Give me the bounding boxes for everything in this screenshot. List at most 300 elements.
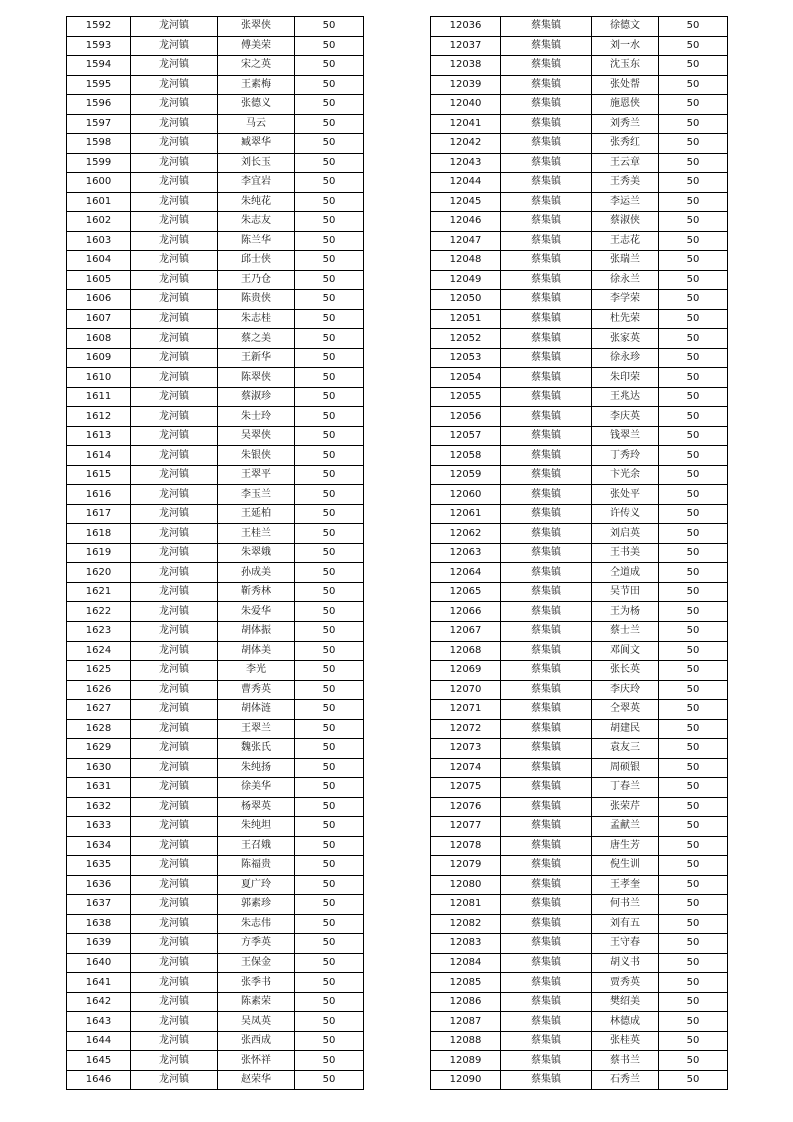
town-cell: 蔡集镇 xyxy=(501,719,592,739)
amount-cell: 50 xyxy=(295,973,364,993)
town-cell: 龙河镇 xyxy=(131,1051,218,1071)
amount-cell: 50 xyxy=(659,719,728,739)
amount-cell: 50 xyxy=(295,192,364,212)
town-cell: 龙河镇 xyxy=(131,680,218,700)
table-row xyxy=(431,348,728,368)
serial-number-cell: 12058 xyxy=(431,446,501,466)
serial-number-cell: 12052 xyxy=(431,329,501,349)
amount-cell: 50 xyxy=(659,348,728,368)
name-cell: 赵荣华 xyxy=(218,1070,295,1090)
name-cell: 林德成 xyxy=(592,1012,659,1032)
amount-cell: 50 xyxy=(295,817,364,837)
amount-cell: 50 xyxy=(659,543,728,563)
amount-cell: 50 xyxy=(659,797,728,817)
name-cell: 丁秀玲 xyxy=(592,446,659,466)
table-row xyxy=(431,407,728,427)
name-cell: 王为杨 xyxy=(592,602,659,622)
town-cell: 龙河镇 xyxy=(131,446,218,466)
amount-cell: 50 xyxy=(659,992,728,1012)
serial-number-cell: 1601 xyxy=(67,192,131,212)
name-cell: 何书兰 xyxy=(592,895,659,915)
town-cell: 龙河镇 xyxy=(131,153,218,173)
town-cell: 蔡集镇 xyxy=(501,17,592,37)
amount-cell: 50 xyxy=(295,17,364,37)
serial-number-cell: 1596 xyxy=(67,95,131,115)
amount-cell: 50 xyxy=(295,446,364,466)
name-cell: 王翠兰 xyxy=(218,719,295,739)
town-cell: 龙河镇 xyxy=(131,114,218,134)
town-cell: 龙河镇 xyxy=(131,817,218,837)
table-row xyxy=(431,700,728,720)
name-cell: 张处帮 xyxy=(592,75,659,95)
serial-number-cell: 12062 xyxy=(431,524,501,544)
amount-cell: 50 xyxy=(295,153,364,173)
name-cell: 周硕银 xyxy=(592,758,659,778)
amount-cell: 50 xyxy=(659,231,728,251)
serial-number-cell: 12041 xyxy=(431,114,501,134)
serial-number-cell: 12039 xyxy=(431,75,501,95)
town-cell: 龙河镇 xyxy=(131,290,218,310)
table-row xyxy=(67,1051,364,1071)
name-cell: 王乃仓 xyxy=(218,270,295,290)
town-cell: 龙河镇 xyxy=(131,465,218,485)
serial-number-cell: 12088 xyxy=(431,1031,501,1051)
amount-cell: 50 xyxy=(659,465,728,485)
amount-cell: 50 xyxy=(295,407,364,427)
name-cell: 孟献兰 xyxy=(592,817,659,837)
name-cell: 王秀美 xyxy=(592,173,659,193)
name-cell: 朱志友 xyxy=(218,212,295,232)
town-cell: 龙河镇 xyxy=(131,212,218,232)
name-cell: 王志花 xyxy=(592,231,659,251)
name-cell: 朱志桂 xyxy=(218,309,295,329)
table-row xyxy=(431,914,728,934)
serial-number-cell: 12083 xyxy=(431,934,501,954)
serial-number-cell: 1610 xyxy=(67,368,131,388)
table-row xyxy=(67,95,364,115)
table-row xyxy=(67,290,364,310)
table-row xyxy=(67,953,364,973)
left-table xyxy=(66,16,364,1090)
amount-cell: 50 xyxy=(295,836,364,856)
serial-number-cell: 12050 xyxy=(431,290,501,310)
amount-cell: 50 xyxy=(295,1051,364,1071)
serial-number-cell: 1635 xyxy=(67,856,131,876)
town-cell: 蔡集镇 xyxy=(501,934,592,954)
name-cell: 孙成美 xyxy=(218,563,295,583)
town-cell: 蔡集镇 xyxy=(501,290,592,310)
serial-number-cell: 1643 xyxy=(67,1012,131,1032)
table-row xyxy=(431,75,728,95)
amount-cell: 50 xyxy=(295,914,364,934)
amount-cell: 50 xyxy=(295,426,364,446)
town-cell: 龙河镇 xyxy=(131,17,218,37)
table-row xyxy=(431,192,728,212)
table-row xyxy=(431,134,728,154)
serial-number-cell: 12049 xyxy=(431,270,501,290)
table-row xyxy=(67,797,364,817)
serial-number-cell: 1614 xyxy=(67,446,131,466)
serial-number-cell: 12056 xyxy=(431,407,501,427)
amount-cell: 50 xyxy=(659,739,728,759)
amount-cell: 50 xyxy=(659,504,728,524)
serial-number-cell: 12040 xyxy=(431,95,501,115)
serial-number-cell: 1640 xyxy=(67,953,131,973)
name-cell: 施恩侠 xyxy=(592,95,659,115)
amount-cell: 50 xyxy=(295,95,364,115)
name-cell: 张秀红 xyxy=(592,134,659,154)
serial-number-cell: 12060 xyxy=(431,485,501,505)
name-cell: 张荣芹 xyxy=(592,797,659,817)
name-cell: 王翠平 xyxy=(218,465,295,485)
table-row xyxy=(67,563,364,583)
town-cell: 龙河镇 xyxy=(131,700,218,720)
serial-number-cell: 1593 xyxy=(67,36,131,56)
name-cell: 王延柏 xyxy=(218,504,295,524)
town-cell: 龙河镇 xyxy=(131,914,218,934)
table-row xyxy=(67,1012,364,1032)
serial-number-cell: 12063 xyxy=(431,543,501,563)
table-row xyxy=(431,992,728,1012)
serial-number-cell: 1606 xyxy=(67,290,131,310)
serial-number-cell: 12042 xyxy=(431,134,501,154)
table-row xyxy=(431,95,728,115)
serial-number-cell: 12081 xyxy=(431,895,501,915)
amount-cell: 50 xyxy=(659,95,728,115)
name-cell: 唐生芳 xyxy=(592,836,659,856)
serial-number-cell: 12086 xyxy=(431,992,501,1012)
name-cell: 王召娥 xyxy=(218,836,295,856)
table-row xyxy=(67,602,364,622)
amount-cell: 50 xyxy=(295,1031,364,1051)
town-cell: 蔡集镇 xyxy=(501,426,592,446)
town-cell: 龙河镇 xyxy=(131,407,218,427)
town-cell: 龙河镇 xyxy=(131,758,218,778)
town-cell: 蔡集镇 xyxy=(501,524,592,544)
serial-number-cell: 12047 xyxy=(431,231,501,251)
town-cell: 龙河镇 xyxy=(131,895,218,915)
serial-number-cell: 12046 xyxy=(431,212,501,232)
town-cell: 蔡集镇 xyxy=(501,895,592,915)
town-cell: 蔡集镇 xyxy=(501,95,592,115)
serial-number-cell: 1612 xyxy=(67,407,131,427)
amount-cell: 50 xyxy=(295,465,364,485)
amount-cell: 50 xyxy=(659,875,728,895)
amount-cell: 50 xyxy=(295,348,364,368)
serial-number-cell: 12037 xyxy=(431,36,501,56)
name-cell: 张瑞兰 xyxy=(592,251,659,271)
amount-cell: 50 xyxy=(659,856,728,876)
town-cell: 蔡集镇 xyxy=(501,700,592,720)
table-row xyxy=(67,739,364,759)
name-cell: 袁友三 xyxy=(592,739,659,759)
table-row xyxy=(431,114,728,134)
table-row xyxy=(67,680,364,700)
name-cell: 王新华 xyxy=(218,348,295,368)
table-row xyxy=(431,1031,728,1051)
table-row xyxy=(67,75,364,95)
town-cell: 龙河镇 xyxy=(131,329,218,349)
town-cell: 龙河镇 xyxy=(131,485,218,505)
serial-number-cell: 1609 xyxy=(67,348,131,368)
name-cell: 徐德文 xyxy=(592,17,659,37)
amount-cell: 50 xyxy=(659,1070,728,1090)
name-cell: 张季书 xyxy=(218,973,295,993)
town-cell: 龙河镇 xyxy=(131,56,218,76)
amount-cell: 50 xyxy=(295,56,364,76)
table-row xyxy=(431,778,728,798)
table-row xyxy=(431,309,728,329)
name-cell: 刘一水 xyxy=(592,36,659,56)
amount-cell: 50 xyxy=(295,173,364,193)
town-cell: 龙河镇 xyxy=(131,1070,218,1090)
amount-cell: 50 xyxy=(295,504,364,524)
amount-cell: 50 xyxy=(295,680,364,700)
serial-number-cell: 12084 xyxy=(431,953,501,973)
town-cell: 蔡集镇 xyxy=(501,270,592,290)
table-row xyxy=(67,407,364,427)
town-cell: 蔡集镇 xyxy=(501,836,592,856)
amount-cell: 50 xyxy=(659,680,728,700)
amount-cell: 50 xyxy=(659,953,728,973)
serial-number-cell: 1611 xyxy=(67,387,131,407)
town-cell: 龙河镇 xyxy=(131,504,218,524)
name-cell: 朱银侠 xyxy=(218,446,295,466)
serial-number-cell: 1592 xyxy=(67,17,131,37)
name-cell: 王桂兰 xyxy=(218,524,295,544)
serial-number-cell: 12075 xyxy=(431,778,501,798)
table-row xyxy=(431,465,728,485)
serial-number-cell: 12036 xyxy=(431,17,501,37)
town-cell: 龙河镇 xyxy=(131,426,218,446)
name-cell: 陈翠侠 xyxy=(218,368,295,388)
serial-number-cell: 12071 xyxy=(431,700,501,720)
name-cell: 蔡淑珍 xyxy=(218,387,295,407)
amount-cell: 50 xyxy=(295,290,364,310)
name-cell: 樊绍美 xyxy=(592,992,659,1012)
amount-cell: 50 xyxy=(295,36,364,56)
name-cell: 马云 xyxy=(218,114,295,134)
serial-number-cell: 12048 xyxy=(431,251,501,271)
town-cell: 蔡集镇 xyxy=(501,485,592,505)
town-cell: 龙河镇 xyxy=(131,192,218,212)
amount-cell: 50 xyxy=(659,758,728,778)
serial-number-cell: 12045 xyxy=(431,192,501,212)
amount-cell: 50 xyxy=(659,17,728,37)
table-row xyxy=(431,485,728,505)
table-row xyxy=(67,992,364,1012)
amount-cell: 50 xyxy=(659,914,728,934)
name-cell: 胡体振 xyxy=(218,621,295,641)
town-cell: 龙河镇 xyxy=(131,661,218,681)
serial-number-cell: 1633 xyxy=(67,817,131,837)
amount-cell: 50 xyxy=(295,934,364,954)
name-cell: 臧翠华 xyxy=(218,134,295,154)
town-cell: 龙河镇 xyxy=(131,641,218,661)
town-cell: 蔡集镇 xyxy=(501,407,592,427)
amount-cell: 50 xyxy=(659,1012,728,1032)
name-cell: 胡体涟 xyxy=(218,700,295,720)
amount-cell: 50 xyxy=(295,114,364,134)
table-row xyxy=(431,524,728,544)
town-cell: 蔡集镇 xyxy=(501,661,592,681)
town-cell: 龙河镇 xyxy=(131,524,218,544)
table-row xyxy=(67,504,364,524)
name-cell: 邓阆文 xyxy=(592,641,659,661)
serial-number-cell: 1645 xyxy=(67,1051,131,1071)
amount-cell: 50 xyxy=(659,251,728,271)
town-cell: 蔡集镇 xyxy=(501,543,592,563)
serial-number-cell: 1636 xyxy=(67,875,131,895)
right-table xyxy=(430,16,728,1090)
table-row xyxy=(67,1031,364,1051)
town-cell: 龙河镇 xyxy=(131,95,218,115)
table-row xyxy=(67,387,364,407)
table-row xyxy=(67,134,364,154)
table-row xyxy=(67,934,364,954)
table-row xyxy=(431,1051,728,1071)
amount-cell: 50 xyxy=(659,485,728,505)
town-cell: 龙河镇 xyxy=(131,270,218,290)
name-cell: 蔡之美 xyxy=(218,329,295,349)
amount-cell: 50 xyxy=(659,836,728,856)
table-row xyxy=(67,251,364,271)
table-row xyxy=(67,641,364,661)
name-cell: 倪生训 xyxy=(592,856,659,876)
serial-number-cell: 12080 xyxy=(431,875,501,895)
name-cell: 陈福贵 xyxy=(218,856,295,876)
serial-number-cell: 1630 xyxy=(67,758,131,778)
table-row xyxy=(67,212,364,232)
town-cell: 蔡集镇 xyxy=(501,75,592,95)
town-cell: 龙河镇 xyxy=(131,797,218,817)
name-cell: 张西成 xyxy=(218,1031,295,1051)
table-row xyxy=(67,543,364,563)
serial-number-cell: 12089 xyxy=(431,1051,501,1071)
name-cell: 陈素荣 xyxy=(218,992,295,1012)
table-row xyxy=(431,719,728,739)
town-cell: 龙河镇 xyxy=(131,621,218,641)
table-row xyxy=(431,36,728,56)
table-row xyxy=(431,758,728,778)
name-cell: 张怀祥 xyxy=(218,1051,295,1071)
town-cell: 蔡集镇 xyxy=(501,134,592,154)
serial-number-cell: 1597 xyxy=(67,114,131,134)
table-row xyxy=(67,973,364,993)
table-row xyxy=(431,934,728,954)
name-cell: 李光 xyxy=(218,661,295,681)
name-cell: 朱爱华 xyxy=(218,602,295,622)
table-row xyxy=(431,426,728,446)
town-cell: 蔡集镇 xyxy=(501,641,592,661)
name-cell: 夏广玲 xyxy=(218,875,295,895)
name-cell: 靳秀林 xyxy=(218,582,295,602)
town-cell: 龙河镇 xyxy=(131,778,218,798)
table-row xyxy=(67,875,364,895)
town-cell: 龙河镇 xyxy=(131,36,218,56)
table-row xyxy=(431,836,728,856)
name-cell: 郭素珍 xyxy=(218,895,295,915)
name-cell: 李玉兰 xyxy=(218,485,295,505)
amount-cell: 50 xyxy=(659,407,728,427)
name-cell: 刘长玉 xyxy=(218,153,295,173)
town-cell: 龙河镇 xyxy=(131,582,218,602)
town-cell: 龙河镇 xyxy=(131,563,218,583)
table-row xyxy=(67,621,364,641)
town-cell: 蔡集镇 xyxy=(501,1012,592,1032)
name-cell: 王保金 xyxy=(218,953,295,973)
town-cell: 龙河镇 xyxy=(131,1012,218,1032)
name-cell: 仝道成 xyxy=(592,563,659,583)
town-cell: 蔡集镇 xyxy=(501,504,592,524)
amount-cell: 50 xyxy=(659,114,728,134)
amount-cell: 50 xyxy=(295,739,364,759)
serial-number-cell: 12073 xyxy=(431,739,501,759)
amount-cell: 50 xyxy=(659,368,728,388)
amount-cell: 50 xyxy=(659,1031,728,1051)
town-cell: 蔡集镇 xyxy=(501,758,592,778)
town-cell: 蔡集镇 xyxy=(501,36,592,56)
amount-cell: 50 xyxy=(659,192,728,212)
amount-cell: 50 xyxy=(659,621,728,641)
table-row xyxy=(431,739,728,759)
serial-number-cell: 12077 xyxy=(431,817,501,837)
name-cell: 刘有五 xyxy=(592,914,659,934)
serial-number-cell: 12051 xyxy=(431,309,501,329)
amount-cell: 50 xyxy=(659,212,728,232)
name-cell: 李运兰 xyxy=(592,192,659,212)
table-row xyxy=(431,661,728,681)
name-cell: 朱纯花 xyxy=(218,192,295,212)
serial-number-cell: 1626 xyxy=(67,680,131,700)
amount-cell: 50 xyxy=(295,778,364,798)
table-row xyxy=(431,797,728,817)
name-cell: 丁春兰 xyxy=(592,778,659,798)
serial-number-cell: 12072 xyxy=(431,719,501,739)
name-cell: 张长英 xyxy=(592,661,659,681)
town-cell: 蔡集镇 xyxy=(501,680,592,700)
serial-number-cell: 1618 xyxy=(67,524,131,544)
name-cell: 贾秀英 xyxy=(592,973,659,993)
serial-number-cell: 1621 xyxy=(67,582,131,602)
amount-cell: 50 xyxy=(659,36,728,56)
table-row xyxy=(67,524,364,544)
name-cell: 徐永珍 xyxy=(592,348,659,368)
town-cell: 蔡集镇 xyxy=(501,153,592,173)
serial-number-cell: 1638 xyxy=(67,914,131,934)
name-cell: 徐美华 xyxy=(218,778,295,798)
town-cell: 蔡集镇 xyxy=(501,329,592,349)
serial-number-cell: 1628 xyxy=(67,719,131,739)
town-cell: 蔡集镇 xyxy=(501,465,592,485)
amount-cell: 50 xyxy=(659,75,728,95)
amount-cell: 50 xyxy=(659,524,728,544)
serial-number-cell: 1605 xyxy=(67,270,131,290)
town-cell: 龙河镇 xyxy=(131,231,218,251)
amount-cell: 50 xyxy=(659,700,728,720)
table-row xyxy=(67,368,364,388)
table-row xyxy=(67,36,364,56)
name-cell: 朱士玲 xyxy=(218,407,295,427)
serial-number-cell: 12038 xyxy=(431,56,501,76)
amount-cell: 50 xyxy=(295,75,364,95)
serial-number-cell: 1619 xyxy=(67,543,131,563)
serial-number-cell: 1603 xyxy=(67,231,131,251)
name-cell: 沈玉东 xyxy=(592,56,659,76)
town-cell: 龙河镇 xyxy=(131,348,218,368)
amount-cell: 50 xyxy=(659,563,728,583)
serial-number-cell: 1624 xyxy=(67,641,131,661)
